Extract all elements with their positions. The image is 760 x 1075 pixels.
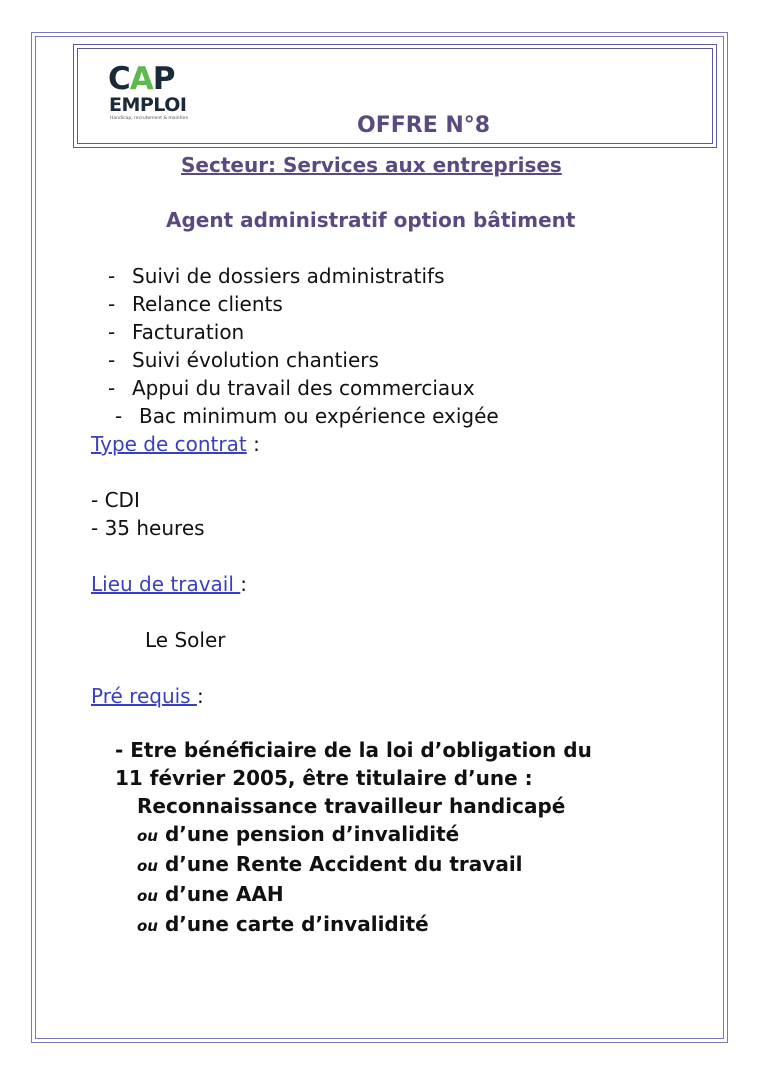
option-text: d’une Rente Accident du travail bbox=[157, 852, 523, 876]
sector-heading: Secteur: Services aux entreprises bbox=[181, 153, 562, 177]
task-text: Appui du travail des commerciaux bbox=[132, 376, 475, 400]
task-item: - Relance clients bbox=[108, 292, 283, 316]
location-colon: : bbox=[240, 572, 248, 596]
task-text: Facturation bbox=[132, 320, 245, 344]
prerequisite-option bbox=[115, 910, 592, 940]
prerequisite-line: 11 février 2005, être titulaire d’une : bbox=[115, 766, 533, 790]
task-text: Relance clients bbox=[132, 292, 283, 316]
or-word: ou bbox=[137, 887, 158, 905]
or-word: ou bbox=[137, 857, 158, 875]
offer-title: OFFRE N°8 bbox=[357, 113, 491, 138]
logo-letter-a: A bbox=[129, 61, 153, 97]
contract-item: - 35 heures bbox=[91, 516, 205, 540]
prerequisites-colon: : bbox=[196, 684, 204, 708]
prerequisite-option bbox=[115, 820, 592, 850]
logo-tagline: Handicap, recrutement & maintien bbox=[110, 116, 189, 121]
task-text: Bac minimum ou expérience exigée bbox=[139, 404, 499, 428]
option-text: d’une pension d’invalidité bbox=[157, 822, 460, 846]
or-word: ou bbox=[137, 917, 158, 935]
prerequisites-heading bbox=[91, 682, 204, 710]
task-item: - Bac minimum ou expérience exigée bbox=[115, 404, 499, 428]
contract-item: - CDI bbox=[91, 488, 140, 512]
prerequisite-option bbox=[115, 850, 592, 880]
logo-letter-p: P bbox=[152, 61, 175, 97]
prerequisites-block bbox=[115, 736, 592, 940]
location-label: Lieu de travail bbox=[91, 572, 241, 596]
contract-heading bbox=[91, 430, 260, 458]
prerequisite-line: - Etre bénéficiaire de la loi d’obligation du bbox=[115, 738, 592, 762]
task-item: - Suivi de dossiers administratifs bbox=[108, 264, 445, 288]
task-text: Suivi évolution chantiers bbox=[132, 348, 379, 372]
task-item: - Appui du travail des commerciaux bbox=[108, 376, 475, 400]
contract-label: Type de contrat bbox=[91, 432, 247, 456]
prerequisite-line: Reconnaissance travailleur handicapé bbox=[137, 794, 566, 818]
prerequisite-option bbox=[115, 880, 592, 910]
logo-emploi-text: EMPLOI bbox=[109, 94, 187, 116]
task-item: - Facturation bbox=[108, 320, 245, 344]
task-item: - Suivi évolution chantiers bbox=[108, 348, 379, 372]
prerequisites-label: Pré requis bbox=[91, 684, 197, 708]
task-list bbox=[108, 262, 499, 430]
cap-emploi-logo bbox=[108, 62, 208, 124]
contract-colon: : bbox=[246, 432, 260, 456]
task-text: Suivi de dossiers administratifs bbox=[132, 264, 445, 288]
or-word: ou bbox=[137, 827, 158, 845]
logo-cap-text bbox=[108, 62, 175, 96]
location-heading bbox=[91, 570, 247, 598]
option-text: d’une carte d’invalidité bbox=[157, 912, 429, 936]
location-value: Le Soler bbox=[145, 628, 226, 652]
logo-letter-c: C bbox=[108, 61, 130, 97]
option-text: d’une AAH bbox=[157, 882, 284, 906]
job-title: Agent administratif option bâtiment bbox=[166, 208, 576, 232]
